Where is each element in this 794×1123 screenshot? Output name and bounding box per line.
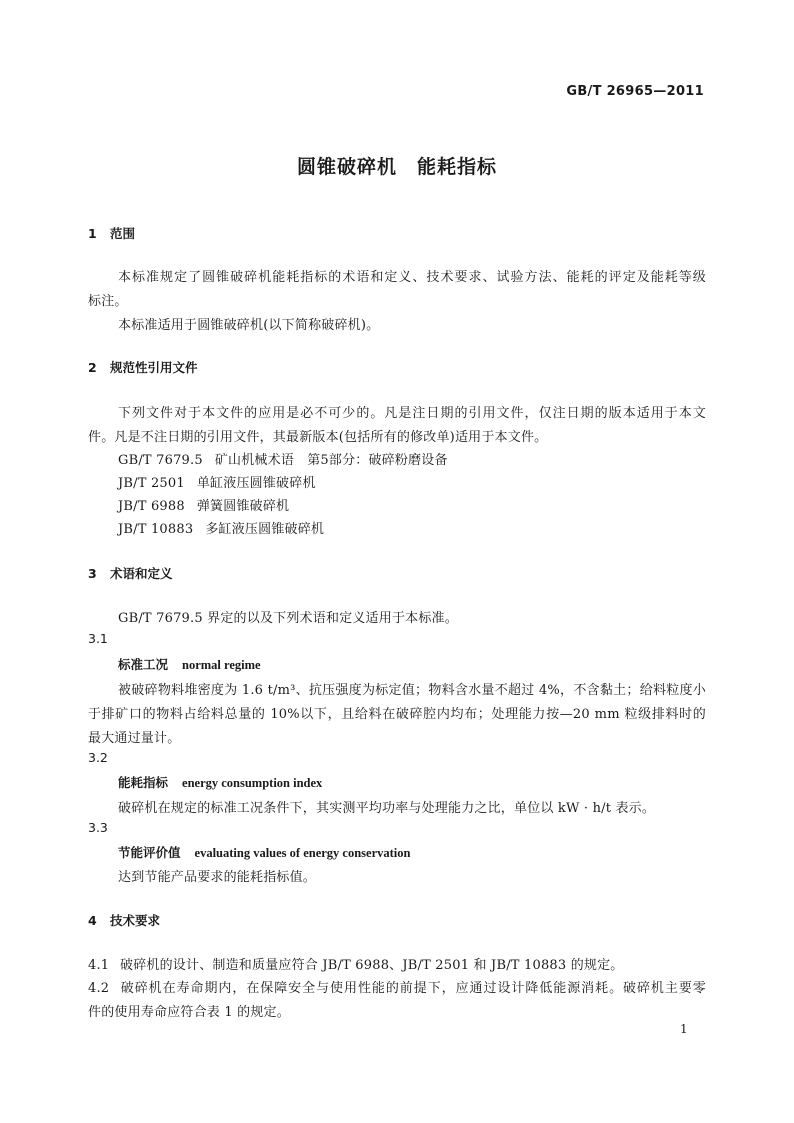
section-3-heading — [88, 564, 173, 582]
section-4-heading — [88, 911, 160, 929]
clause-number: 4.2 — [88, 981, 110, 996]
definition-line: 被破碎物料堆密度为 1.6 t/m³、抗压强度为标定值；物料含水量不超过 4%，不含黏土；给料粒度小 — [118, 683, 706, 698]
term-heading — [118, 655, 261, 673]
term-chinese: 能耗指标 — [118, 775, 169, 790]
term-heading — [118, 843, 410, 861]
page-number: 1 — [680, 1022, 688, 1036]
reference-name: 多缸液压圆锥破碎机 — [205, 522, 325, 537]
clause-text-line: 件的使用寿命应符合表 1 的规定。 — [88, 1005, 290, 1020]
definition-line: 于排矿口的物料占给料总量的 10%以下，且给料在破碎腔内均布；处理能力按—20 mm 粒级排料时的 — [88, 707, 706, 722]
term-english: energy consumption index — [182, 776, 323, 790]
term-heading — [118, 773, 322, 791]
term-number: 3.3 — [88, 820, 108, 835]
reference-code: GB/T 7679.5 — [118, 453, 203, 468]
definition-line: 破碎机在规定的标准工况条件下，其实测平均功率与处理能力之比，单位以 kW · h/t 表示。 — [118, 801, 656, 816]
section-number: 4 — [88, 913, 97, 928]
reference-item — [118, 472, 316, 491]
reference-code: JB/T 2501 — [118, 476, 185, 491]
paragraph-line: 标注。 — [88, 294, 128, 309]
clause-4-1 — [88, 954, 624, 973]
paragraph-line: 本标准规定了圆锥破碎机能耗指标的术语和定义、技术要求、试验方法、能耗的评定及能耗等级 — [118, 270, 706, 285]
term-english: normal regime — [182, 658, 261, 672]
paragraph: 本标准适用于圆锥破碎机(以下简称破碎机)。 — [118, 318, 380, 333]
standard-code: GB/T 26965—2011 — [566, 84, 704, 99]
reference-item — [118, 449, 448, 468]
term-chinese: 节能评价值 — [118, 845, 181, 860]
definition-line: 最大通过量计。 — [88, 731, 181, 746]
term-chinese: 标准工况 — [118, 657, 169, 672]
clause-number: 4.1 — [88, 958, 110, 973]
reference-name: 矿山机械术语 第5部分：破碎粉磨设备 — [214, 453, 448, 468]
clause-text: 破碎机的设计、制造和质量应符合 JB/T 6988、JB/T 2501 和 JB/T 10883 的规定。 — [120, 958, 624, 973]
section-1-heading — [88, 224, 135, 242]
section-number: 1 — [88, 226, 97, 241]
reference-name: 弹簧圆锥破碎机 — [196, 499, 290, 514]
section-title: 范围 — [110, 226, 136, 241]
section-title: 技术要求 — [110, 913, 161, 928]
reference-code: JB/T 6988 — [118, 499, 185, 514]
reference-code: JB/T 10883 — [118, 522, 194, 537]
reference-item — [118, 495, 289, 514]
section-title: 规范性引用文件 — [110, 360, 198, 375]
document-title: 圆锥破碎机 能耗指标 — [296, 156, 497, 178]
term-number: 3.2 — [88, 750, 108, 765]
section-2-heading — [88, 358, 198, 376]
paragraph: GB/T 7679.5 界定的以及下列术语和定义适用于本标准。 — [118, 611, 458, 626]
section-number: 2 — [88, 360, 97, 375]
reference-item — [118, 518, 324, 537]
clause-text: 破碎机在寿命期内，在保障安全与使用性能的前提下，应通过设计降低能源消耗。破碎机主要零 — [120, 981, 706, 996]
paragraph-line: 下列文件对于本文件的应用是必不可少的。凡是注日期的引用文件，仅注日期的版本适用于本文 — [118, 406, 706, 421]
paragraph-line: 件。凡是不注日期的引用文件，其最新版本(包括所有的修改单)适用于本文件。 — [88, 430, 548, 445]
term-number: 3.1 — [88, 631, 108, 646]
section-title: 术语和定义 — [110, 566, 173, 581]
section-number: 3 — [88, 566, 97, 581]
term-english: evaluating values of energy conservation — [194, 846, 411, 860]
reference-name: 单缸液压圆锥破碎机 — [196, 476, 316, 491]
clause-4-2 — [88, 977, 706, 996]
definition-line: 达到节能产品要求的能耗指标值。 — [118, 870, 317, 885]
